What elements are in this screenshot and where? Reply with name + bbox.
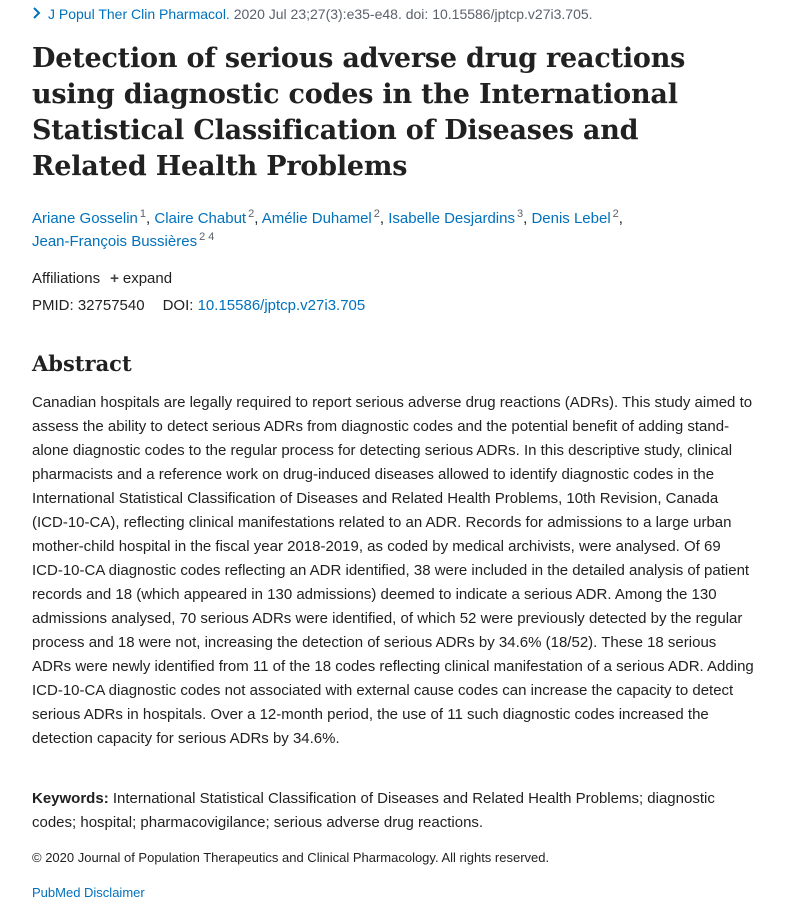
affiliations-toggle[interactable] bbox=[32, 269, 172, 289]
author-affiliation-ref[interactable]: 1 bbox=[139, 208, 147, 220]
pmid: PMID: 32757540 bbox=[32, 297, 145, 314]
affiliations-label: Affiliations bbox=[32, 270, 101, 287]
author-link[interactable]: Ariane Gosselin bbox=[32, 210, 138, 227]
article-title: Detection of serious adverse drug reactions using diagnostic codes in the International Statistical Classification of Diseases and Related Health Problems bbox=[32, 43, 686, 182]
doi-label: DOI: bbox=[162, 297, 198, 314]
expand-button[interactable]: expand bbox=[122, 270, 173, 287]
journal-link[interactable]: J Popul Ther Clin Pharmacol. bbox=[48, 6, 230, 22]
author-affiliation-ref[interactable]: 2 bbox=[248, 208, 255, 220]
citation-details: 2020 Jul 23;27(3):e35-e48. doi: 10.15586/jptcp.v27i3.705. bbox=[229, 6, 593, 22]
author-affiliation-ref[interactable]: 2 bbox=[612, 208, 619, 220]
chevron-right-icon[interactable] bbox=[32, 5, 44, 23]
author-link[interactable]: Claire Chabut bbox=[154, 210, 247, 227]
copyright: © 2020 Journal of Population Therapeutics and Clinical Pharmacology. All rights reserved. bbox=[32, 850, 550, 865]
keywords-text: International Statistical Classification of Diseases and Related Health Problems; diagnostic codes; hospital; pharmacovigilance; serious adverse drug reactions. bbox=[32, 790, 715, 831]
author-affiliation-ref[interactable]: 2 4 bbox=[199, 231, 215, 243]
author-affiliation-ref[interactable]: 3 bbox=[516, 208, 524, 220]
pubmed-disclaimer-link[interactable]: PubMed Disclaimer bbox=[32, 885, 145, 900]
abstract-text: Canadian hospitals are legally required to report serious adverse drug reactions (ADRs). This study aimed to assess the ability to detect serious ADRs from diagnostic codes and the potential benefit of adding stand-alone diagnostic codes to the regular process for detecting serious ADRs. In this descriptive study, clinical pharmacists and a reference work on drug-induced diseases allowed to identify diagnostic codes in the International Statistical Classification of Diseases and Related Health Problems, 10th Revision, Canada (ICD-10-CA), reflecting clinical manifestations related to an ADR. Records for admissions to a large urban mother-child hospital in the fiscal year 2018-2019, as coded by medical archivists, were analysed. Of 69 ICD-10-CA diagnostic codes reflecting an ADR identified, 38 were included in the detailed analysis of patient records and 18 (which appeared in 130 admissions) deemed to indicate a serious ADR. Among the 130 admissions analysed, 70 serious ADRs were identified, of which 52 were previously detected by the regular process and 18 were not, increasing the detection of serious ADRs by 34.6% (18/52). These 18 serious ADRs were newly identified from 11 of the 18 codes reflecting clinical manifestation of a serious ADR. Adding ICD-10-CA diagnostic codes not associated with external cause codes can increase the capacity to detect serious ADRs in hospitals. Over a 12-month period, the use of 11 such diagnostic codes increased the detection capacity for serious ADRs by 34.6%. bbox=[32, 394, 754, 747]
author-affiliation-ref[interactable]: 2 bbox=[373, 208, 380, 220]
author-link[interactable]: Isabelle Desjardins bbox=[388, 210, 515, 227]
doi-link[interactable]: 10.15586/jptcp.v27i3.705 bbox=[197, 297, 366, 314]
article-identifiers bbox=[32, 296, 365, 316]
abstract-heading: Abstract bbox=[32, 351, 132, 376]
author-link[interactable]: Jean-François Bussières bbox=[32, 233, 198, 250]
author-link[interactable]: Denis Lebel bbox=[531, 210, 611, 227]
authors-list: Ariane Gosselin $^1$, Claire Chabut $^2$, Amélie Duhamel $^2$, Isabelle Desjardins $^3$, Denis Lebel $^2$, Jean-François Bussières $^{2 4}$ bbox=[32, 208, 623, 250]
keywords-label: Keywords: bbox=[32, 790, 109, 807]
plus-icon: + bbox=[110, 270, 119, 287]
keywords bbox=[32, 787, 754, 835]
author-link[interactable]: Amélie Duhamel bbox=[261, 210, 372, 227]
citation-line bbox=[32, 5, 593, 23]
